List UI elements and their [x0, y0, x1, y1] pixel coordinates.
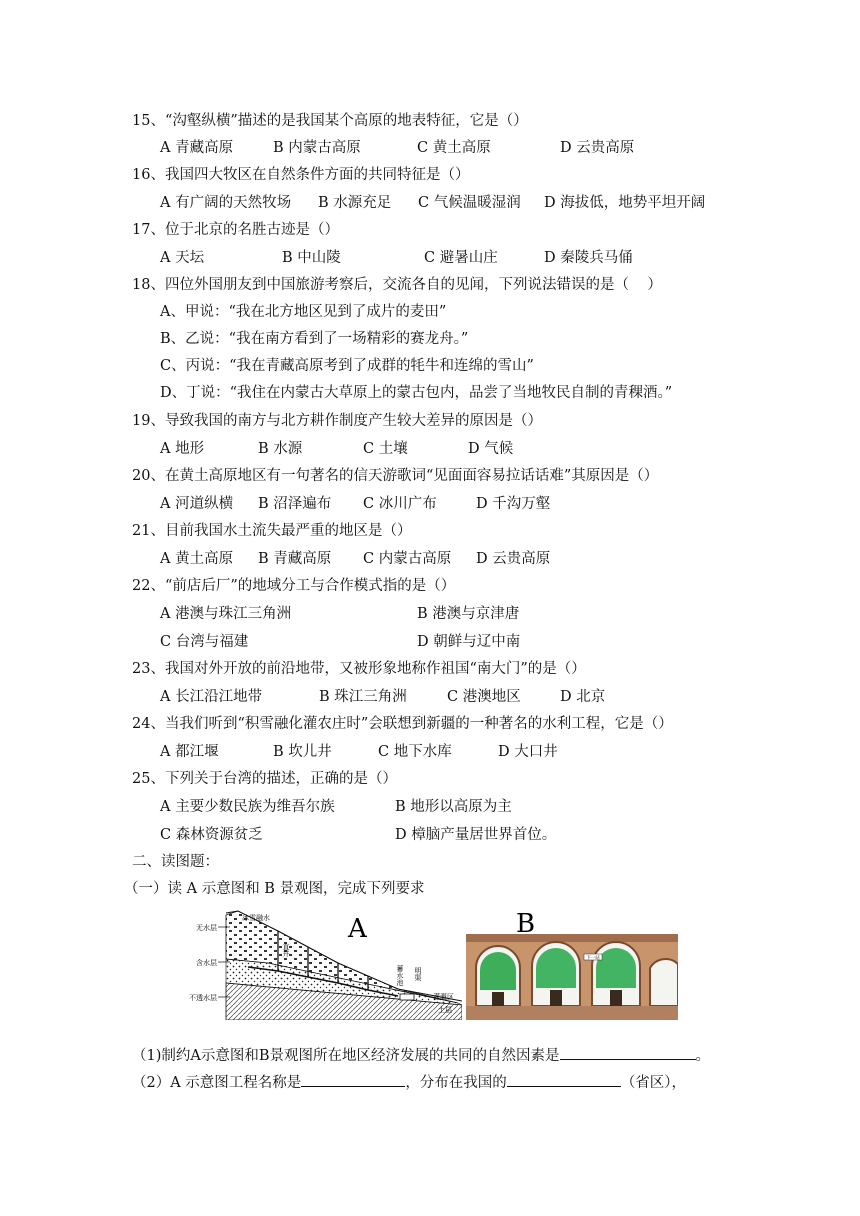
- q25-option-d: D 樟脑产量居世界首位。: [395, 827, 557, 843]
- q25-option-a: A 主要少数民族为维吾尔族: [160, 799, 335, 815]
- q1-end: 。: [695, 1048, 711, 1064]
- label-snowmelt: 冰雪融水: [242, 914, 270, 922]
- question-23: 23、我国对外开放的前沿地带，又被形象地称作祖国“南大门”的是（）: [132, 661, 586, 677]
- q24-option-c: C 地下水库: [378, 744, 452, 760]
- section-2-subtitle: （一）读 A 示意图和 B 景观图，完成下列要求: [124, 881, 425, 897]
- q2-text-a: （2）A 示意图工程名称是: [132, 1075, 302, 1091]
- q16-option-a: A 有广阔的天然牧场: [160, 195, 292, 211]
- q16-option-b: B 水源充足: [318, 195, 392, 211]
- label-irrigation-area: 灌溉区: [433, 993, 454, 1001]
- q16-option-d: D 海拔低，地势平坦开阔: [544, 195, 706, 211]
- q24-option-a: A 都江堰: [160, 744, 219, 760]
- q25-option-c: C 森林资源贫乏: [160, 827, 263, 843]
- q25-option-b: B 地形以高原为主: [395, 799, 512, 815]
- q21-option-d: D 云贵高原: [476, 551, 551, 567]
- q17-option-b: B 中山陵: [282, 250, 341, 266]
- sign-text: 下一站: [586, 956, 600, 961]
- label-no-water-layer: 无水层: [196, 924, 217, 932]
- question-20: 20、在黄土高原地区有一句著名的信天游歌词“见面面容易拉话话难”其原因是（）: [132, 468, 659, 484]
- q17-option-c: C 避暑山庄: [424, 250, 498, 266]
- question-19: 19、导致我国的南方与北方耕作制度产生较大差异的原因是（）: [132, 413, 542, 429]
- q21-option-c: C 内蒙古高原: [363, 551, 452, 567]
- q15-option-a: A 青藏高原: [160, 140, 234, 156]
- q19-option-c: C 土壤: [363, 441, 408, 457]
- figure-a-karez-diagram: [178, 905, 462, 1020]
- section-2-question-1: [132, 1045, 710, 1065]
- question-22: 22、“前店后厂”的地域分工与合作模式指的是（）: [132, 578, 456, 594]
- q23-option-b: B 珠江三角洲: [319, 689, 407, 705]
- label-soil-layer: 土层: [438, 1006, 452, 1014]
- q20-option-c: C 冰川广布: [363, 496, 437, 512]
- q15-option-c: C 黄土高原: [417, 140, 491, 156]
- question-15: 15、“沟壑纵横”描述的是我国某个高原的地表特征，它是（）: [132, 113, 528, 129]
- q2-text-c: （省区），: [620, 1075, 687, 1091]
- q21-option-b: B 青藏高原: [258, 551, 332, 567]
- question-25: 25、下列关于台湾的描述，正确的是（）: [132, 771, 397, 787]
- q18-statement-a: A、甲说：“我在北方地区见到了成片的麦田”: [160, 304, 447, 320]
- q2-answer-blank-1[interactable]: [301, 1072, 405, 1087]
- q1-text: （1)制约A示意图和B景观图所在地区经济发展的共同的自然因素是: [132, 1048, 560, 1064]
- question-16: 16、我国四大牧区在自然条件方面的共同特征是（）: [132, 167, 470, 183]
- section-2-title: 二、读图题：: [132, 854, 219, 870]
- question-21: 21、目前我国水土流失最严重的地区是（）: [132, 523, 412, 539]
- q22-option-d: D 朝鲜与辽中南: [417, 634, 521, 650]
- label-aquifer: 含水层: [196, 959, 217, 967]
- q24-option-d: D 大口井: [498, 744, 558, 760]
- question-17: 17、位于北京的名胜古迹是（）: [132, 222, 339, 238]
- q17-option-d: D 秦陵兵马俑: [544, 250, 633, 266]
- q20-option-d: D 千沟万壑: [476, 496, 551, 512]
- q23-option-d: D 北京: [560, 689, 606, 705]
- q20-option-a: A 河道纵横: [160, 496, 234, 512]
- q18-statement-b: B、乙说：“我在南方看到了一场精彩的赛龙舟。”: [160, 331, 469, 347]
- question-24: 24、当我们听到“积雪融化灌农庄时”会联想到新疆的一种著名的水利工程，它是（）: [132, 716, 673, 732]
- q22-option-b: B 港澳与京津唐: [417, 606, 520, 622]
- q17-option-a: A 天坛: [160, 250, 205, 266]
- q23-option-a: A 长江沿江地带: [160, 689, 263, 705]
- section-2-question-2: [132, 1072, 686, 1092]
- q15-option-b: B 内蒙古高原: [273, 140, 361, 156]
- q2-text-b: ，分布在我国的: [405, 1075, 507, 1091]
- q18-statement-d: D、丁说：“我住在内蒙古大草原上的蒙古包内，品尝了当地牧民自制的青稞酒。”: [160, 385, 673, 401]
- q20-option-b: B 沼泽遍布: [258, 496, 332, 512]
- q18-statement-c: C、丙说：“我在青藏高原考到了成群的牦牛和连绵的雪山”: [160, 358, 534, 374]
- q21-option-a: A 黄土高原: [160, 551, 234, 567]
- question-18: 18、四位外国朋友到中国旅游考察后，交流各自的见闻，下列说法错误的是（ ）: [132, 277, 662, 293]
- q19-option-d: D 气候: [468, 441, 514, 457]
- q22-option-a: A 港澳与珠江三角洲: [160, 606, 292, 622]
- figure-b-cave-dwelling-photo: [466, 906, 678, 1020]
- label-impermeable-layer: 不透水层: [189, 994, 217, 1002]
- label-reservoir: 蓄水池: [396, 965, 404, 986]
- q22-option-c: C 台湾与福建: [160, 634, 249, 650]
- label-vertical-well: 直井: [282, 943, 290, 957]
- figure-b-label: B: [516, 909, 536, 939]
- q19-option-a: A 地形: [160, 441, 205, 457]
- q1-answer-blank[interactable]: [560, 1045, 696, 1060]
- label-open-channel: 明渠: [414, 967, 422, 981]
- q15-option-d: D 云贵高原: [560, 140, 635, 156]
- figure-a-label: A: [348, 914, 367, 944]
- q23-option-c: C 港澳地区: [447, 689, 521, 705]
- q2-answer-blank-2[interactable]: [507, 1072, 621, 1087]
- q19-option-b: B 水源: [258, 441, 303, 457]
- q24-option-b: B 坎儿井: [273, 744, 332, 760]
- q16-option-c: C 气候温暖湿润: [418, 195, 521, 211]
